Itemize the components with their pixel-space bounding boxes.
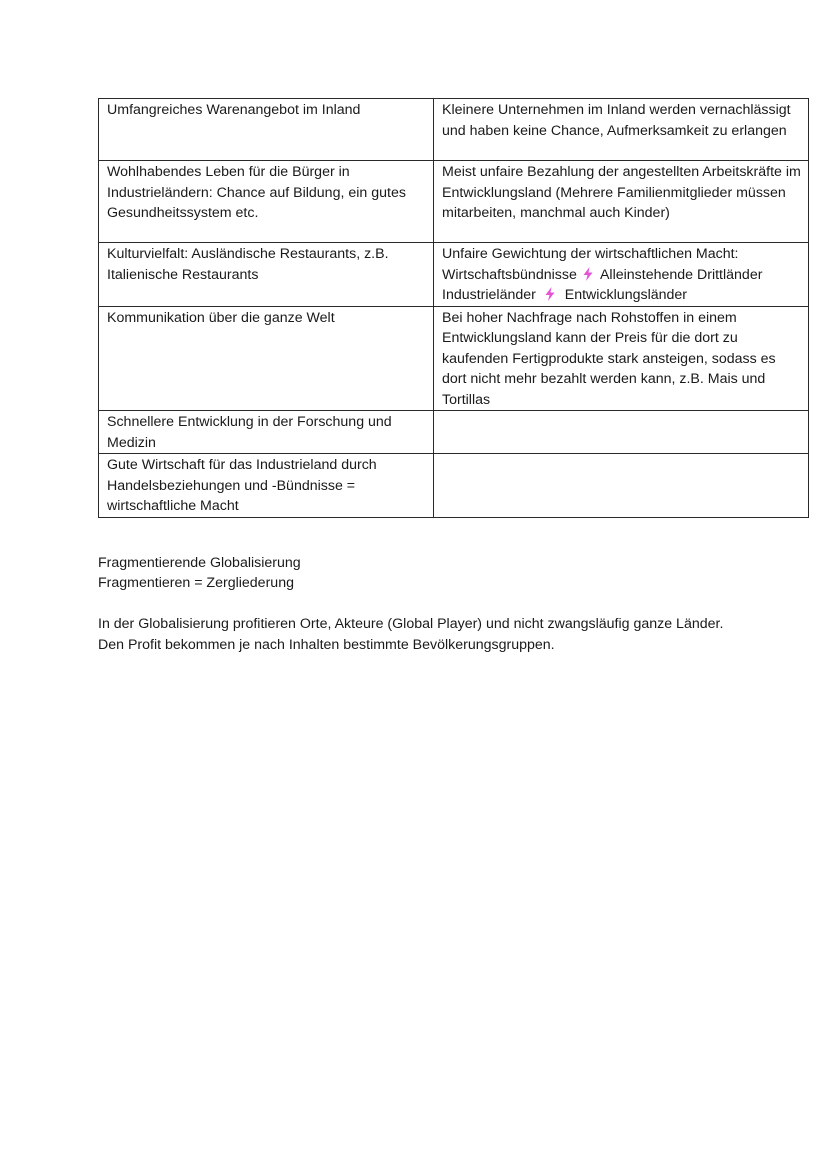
section-heading: Fragmentierende Globalisierung (98, 555, 301, 571)
table-cell-left: Umfangreiches Warenangebot im Inland (99, 99, 434, 161)
cell-text: Alleinstehende Drittländer (599, 266, 763, 283)
table-row (99, 411, 809, 454)
cell-text: Industrieländer (442, 287, 536, 303)
table-cell-left: Wohlhabendes Leben für die Bürger in Industrieländern: Chance auf Bildung, ein gutes Gesundheitssystem etc. (99, 161, 434, 243)
table-cell-right (434, 243, 809, 307)
comparison-table (98, 98, 809, 518)
table-cell-right: Bei hoher Nachfrage nach Rohstoffen in einem Entwicklungsland kann der Preis für die dort zu kaufenden Fertigprodukte stark ansteigen, sodass es dort nicht mehr bezahlt werden kann, z.B. Mais und Tortillas (434, 306, 809, 411)
table-cell-left: Gute Wirtschaft für das Industrieland durch Handelsbeziehungen und -Bündnisse = wirtschaftliche Macht (99, 454, 434, 518)
lightning-bolt-icon (582, 267, 594, 281)
body-paragraph: In der Globalisierung profitieren Orte, Akteure (Global Player) und nicht zwangsläufig ganze Länder. Den Profit bekommen je nach Inhalten bestimmte Bevölkerungsgruppen. (98, 616, 724, 653)
table-row (99, 161, 809, 243)
table-cell-right (434, 454, 809, 518)
cell-text-line (442, 265, 802, 286)
cell-text-line: Unfaire Gewichtung der wirtschaftlichen Macht: (442, 246, 739, 262)
table-cell-right (434, 411, 809, 454)
table-cell-right: Meist unfaire Bezahlung der angestellten Arbeitskräfte im Entwicklungsland (Mehrere Familienmitglieder müssen mitarbeiten, manchmal auch Kinder) (434, 161, 809, 243)
table-cell-right: Kleinere Unternehmen im Inland werden vernachlässigt und haben keine Chance, Aufmerksamkeit zu erlangen (434, 99, 809, 161)
lightning-bolt-icon (544, 287, 556, 301)
table-row (99, 99, 809, 161)
table-cell-left: Schnellere Entwicklung in der Forschung und Medizin (99, 411, 434, 454)
table-cell-left: Kommunikation über die ganze Welt (99, 306, 434, 411)
table-cell-left: Kulturvielfalt: Ausländische Restaurants, z.B. Italienische Restaurants (99, 243, 434, 307)
table-row (99, 243, 809, 307)
table-row (99, 306, 809, 411)
table-row (99, 454, 809, 518)
cell-text: Entwicklungsländer (564, 287, 688, 303)
cell-text: Wirtschaftsbündnisse (442, 266, 577, 283)
definition-line: Fragmentieren = Zergliederung (98, 575, 294, 591)
cell-text-line (442, 285, 802, 306)
